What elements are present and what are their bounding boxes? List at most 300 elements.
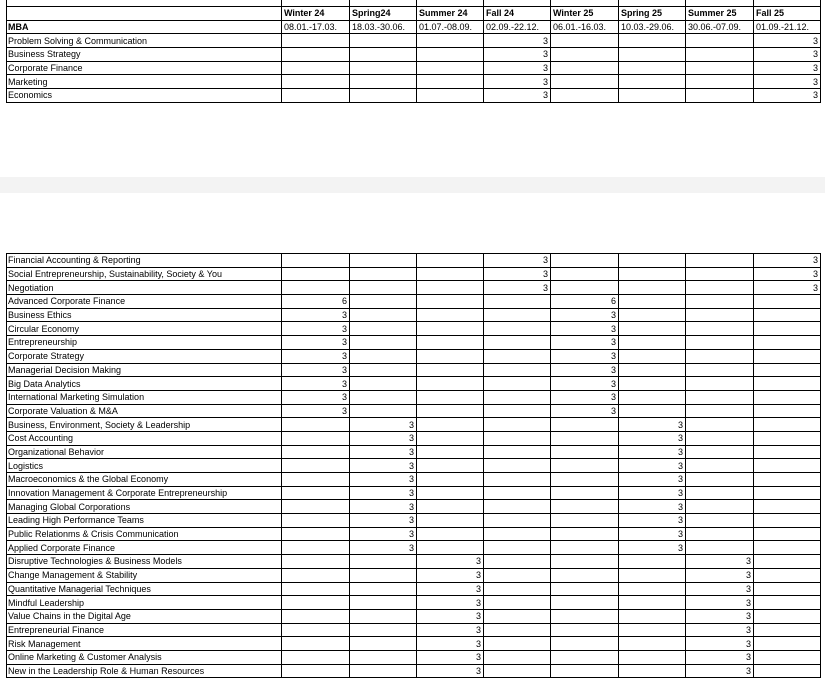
credit-cell bbox=[282, 527, 350, 541]
credit-cell: 3 bbox=[619, 486, 686, 500]
credit-cell bbox=[282, 623, 350, 637]
credit-cell bbox=[754, 486, 821, 500]
credit-cell bbox=[686, 34, 754, 48]
credit-cell bbox=[282, 34, 350, 48]
credit-cell: 3 bbox=[417, 623, 484, 637]
course-name: Social Entrepreneurship, Sustainability, Society & You bbox=[7, 267, 282, 281]
term-name: Fall 24 bbox=[484, 7, 551, 21]
credit-cell bbox=[350, 34, 417, 48]
credit-cell bbox=[350, 377, 417, 391]
credit-cell bbox=[619, 568, 686, 582]
credit-cell bbox=[754, 582, 821, 596]
credit-cell bbox=[619, 75, 686, 89]
credit-cell bbox=[754, 514, 821, 528]
course-name: Organizational Behavior bbox=[7, 445, 282, 459]
credit-cell bbox=[686, 514, 754, 528]
credit-cell: 3 bbox=[754, 89, 821, 103]
credit-cell bbox=[551, 555, 619, 569]
credit-cell bbox=[686, 308, 754, 322]
credit-cell bbox=[417, 541, 484, 555]
credit-cell bbox=[551, 34, 619, 48]
credit-cell: 3 bbox=[350, 445, 417, 459]
term-name: Spring 25 bbox=[619, 7, 686, 21]
credit-cell bbox=[282, 637, 350, 651]
credit-cell: 3 bbox=[754, 254, 821, 268]
credit-cell bbox=[484, 555, 551, 569]
table-row bbox=[7, 582, 821, 596]
credit-cell bbox=[282, 281, 350, 295]
credit-cell bbox=[551, 89, 619, 103]
credit-cell bbox=[484, 664, 551, 678]
credit-cell: 3 bbox=[350, 541, 417, 555]
credit-cell bbox=[417, 48, 484, 62]
credit-cell bbox=[350, 555, 417, 569]
credit-cell bbox=[282, 48, 350, 62]
credit-cell bbox=[484, 623, 551, 637]
table-row bbox=[7, 555, 821, 569]
credit-cell: 3 bbox=[686, 637, 754, 651]
credit-cell: 3 bbox=[484, 34, 551, 48]
credit-cell bbox=[282, 555, 350, 569]
credit-cell: 3 bbox=[417, 555, 484, 569]
term-name: Winter 25 bbox=[551, 7, 619, 21]
term-dates: 30.06.-07.09. bbox=[686, 20, 754, 34]
credit-cell bbox=[754, 555, 821, 569]
credit-cell bbox=[484, 459, 551, 473]
credit-cell bbox=[686, 377, 754, 391]
table-row bbox=[7, 89, 821, 103]
credit-cell bbox=[350, 267, 417, 281]
credit-cell bbox=[282, 254, 350, 268]
credit-cell bbox=[686, 322, 754, 336]
credit-cell bbox=[484, 336, 551, 350]
credit-cell bbox=[551, 473, 619, 487]
credit-cell bbox=[619, 322, 686, 336]
credit-cell: 3 bbox=[484, 48, 551, 62]
credit-cell bbox=[754, 390, 821, 404]
credit-cell bbox=[350, 568, 417, 582]
table-row bbox=[7, 596, 821, 610]
credit-cell bbox=[686, 459, 754, 473]
credit-cell bbox=[619, 267, 686, 281]
credit-cell bbox=[754, 418, 821, 432]
term-name: Summer 25 bbox=[686, 7, 754, 21]
credit-cell bbox=[484, 445, 551, 459]
credit-cell bbox=[282, 75, 350, 89]
table-row bbox=[7, 377, 821, 391]
credit-cell bbox=[417, 349, 484, 363]
credit-cell bbox=[619, 61, 686, 75]
credit-cell bbox=[619, 377, 686, 391]
course-name: Negotiation bbox=[7, 281, 282, 295]
credit-cell bbox=[754, 527, 821, 541]
credit-cell bbox=[619, 34, 686, 48]
credit-cell bbox=[417, 486, 484, 500]
credit-cell bbox=[282, 459, 350, 473]
table-row bbox=[7, 568, 821, 582]
credit-cell: 3 bbox=[484, 281, 551, 295]
table-row bbox=[7, 404, 821, 418]
credit-cell: 3 bbox=[754, 34, 821, 48]
term-name: Winter 24 bbox=[282, 7, 350, 21]
credit-cell: 3 bbox=[686, 555, 754, 569]
credit-cell bbox=[282, 418, 350, 432]
credit-cell: 3 bbox=[417, 596, 484, 610]
credit-cell bbox=[551, 500, 619, 514]
credit-cell bbox=[350, 650, 417, 664]
credit-cell bbox=[686, 486, 754, 500]
credit-cell bbox=[686, 527, 754, 541]
credit-cell bbox=[417, 61, 484, 75]
credit-cell bbox=[686, 390, 754, 404]
credit-cell bbox=[551, 609, 619, 623]
course-name: Advanced Corporate Finance bbox=[7, 295, 282, 309]
credit-cell bbox=[282, 596, 350, 610]
credit-cell bbox=[282, 431, 350, 445]
credit-cell bbox=[417, 459, 484, 473]
course-name: Corporate Strategy bbox=[7, 349, 282, 363]
table-row bbox=[7, 623, 821, 637]
table-row bbox=[7, 445, 821, 459]
credit-cell bbox=[686, 89, 754, 103]
credit-cell bbox=[551, 61, 619, 75]
credit-cell bbox=[551, 650, 619, 664]
credit-cell: 3 bbox=[350, 431, 417, 445]
credit-cell bbox=[417, 254, 484, 268]
credit-cell: 3 bbox=[484, 254, 551, 268]
term-dates: 01.07.-08.09. bbox=[417, 20, 484, 34]
credit-cell bbox=[484, 514, 551, 528]
course-name: Disruptive Technologies & Business Models bbox=[7, 555, 282, 569]
credit-cell bbox=[484, 500, 551, 514]
table-row bbox=[7, 254, 821, 268]
credit-cell bbox=[350, 281, 417, 295]
mba-schedule-top-table bbox=[6, 0, 821, 103]
course-name: Macroeconomics & the Global Economy bbox=[7, 473, 282, 487]
credit-cell bbox=[551, 254, 619, 268]
section-divider-band bbox=[0, 177, 825, 193]
credit-cell bbox=[484, 541, 551, 555]
credit-cell bbox=[619, 363, 686, 377]
credit-cell bbox=[417, 336, 484, 350]
credit-cell bbox=[417, 390, 484, 404]
credit-cell bbox=[619, 89, 686, 103]
credit-cell: 3 bbox=[282, 349, 350, 363]
credit-cell bbox=[350, 390, 417, 404]
credit-cell: 3 bbox=[754, 61, 821, 75]
credit-cell bbox=[417, 418, 484, 432]
credit-cell: 3 bbox=[551, 322, 619, 336]
term-dates: 08.01.-17.03. bbox=[282, 20, 350, 34]
credit-cell bbox=[551, 664, 619, 678]
credit-cell bbox=[754, 445, 821, 459]
table-row bbox=[7, 349, 821, 363]
credit-cell bbox=[686, 336, 754, 350]
credit-cell bbox=[417, 431, 484, 445]
credit-cell bbox=[686, 363, 754, 377]
credit-cell bbox=[282, 473, 350, 487]
table-row bbox=[7, 34, 821, 48]
credit-cell: 3 bbox=[686, 609, 754, 623]
credit-cell: 3 bbox=[619, 418, 686, 432]
table-row bbox=[7, 390, 821, 404]
credit-cell bbox=[551, 527, 619, 541]
table-row bbox=[7, 664, 821, 678]
credit-cell: 3 bbox=[686, 568, 754, 582]
credit-cell bbox=[551, 541, 619, 555]
credit-cell bbox=[417, 89, 484, 103]
credit-cell bbox=[417, 404, 484, 418]
credit-cell: 3 bbox=[417, 664, 484, 678]
course-name: Marketing bbox=[7, 75, 282, 89]
credit-cell bbox=[417, 363, 484, 377]
credit-cell bbox=[282, 89, 350, 103]
course-name: Economics bbox=[7, 89, 282, 103]
credit-cell: 3 bbox=[282, 336, 350, 350]
credit-cell: 3 bbox=[551, 363, 619, 377]
credit-cell bbox=[686, 349, 754, 363]
credit-cell bbox=[754, 322, 821, 336]
credit-cell bbox=[417, 281, 484, 295]
credit-cell bbox=[551, 486, 619, 500]
credit-cell bbox=[282, 664, 350, 678]
credit-cell bbox=[754, 295, 821, 309]
credit-cell bbox=[686, 75, 754, 89]
table-row bbox=[7, 75, 821, 89]
credit-cell: 3 bbox=[551, 336, 619, 350]
credit-cell: 3 bbox=[686, 596, 754, 610]
credit-cell bbox=[282, 514, 350, 528]
credit-cell: 3 bbox=[686, 623, 754, 637]
credit-cell bbox=[350, 404, 417, 418]
table-row bbox=[7, 267, 821, 281]
corner-cell bbox=[7, 7, 282, 21]
credit-cell bbox=[417, 500, 484, 514]
credit-cell bbox=[551, 75, 619, 89]
credit-cell bbox=[754, 623, 821, 637]
credit-cell bbox=[754, 637, 821, 651]
term-dates-row bbox=[7, 20, 821, 34]
credit-cell bbox=[619, 404, 686, 418]
course-name: Mindful Leadership bbox=[7, 596, 282, 610]
credit-cell bbox=[754, 377, 821, 391]
credit-cell bbox=[754, 568, 821, 582]
credit-cell bbox=[282, 568, 350, 582]
table-row bbox=[7, 363, 821, 377]
mba-schedule-bottom-table bbox=[6, 253, 821, 678]
credit-cell bbox=[754, 349, 821, 363]
credit-cell bbox=[619, 390, 686, 404]
credit-cell bbox=[417, 267, 484, 281]
table-row bbox=[7, 473, 821, 487]
credit-cell bbox=[686, 445, 754, 459]
credit-cell bbox=[754, 336, 821, 350]
credit-cell bbox=[484, 431, 551, 445]
credit-cell: 3 bbox=[619, 500, 686, 514]
credit-cell: 3 bbox=[282, 322, 350, 336]
credit-cell: 3 bbox=[350, 473, 417, 487]
credit-cell bbox=[350, 295, 417, 309]
credit-cell bbox=[350, 61, 417, 75]
credit-cell: 3 bbox=[350, 459, 417, 473]
credit-cell bbox=[417, 308, 484, 322]
credit-cell: 3 bbox=[350, 418, 417, 432]
table-row bbox=[7, 541, 821, 555]
credit-cell bbox=[686, 418, 754, 432]
credit-cell bbox=[484, 349, 551, 363]
credit-cell: 3 bbox=[484, 75, 551, 89]
credit-cell bbox=[754, 363, 821, 377]
credit-cell bbox=[484, 527, 551, 541]
table-row bbox=[7, 514, 821, 528]
credit-cell: 3 bbox=[619, 541, 686, 555]
course-name: Circular Economy bbox=[7, 322, 282, 336]
credit-cell: 3 bbox=[282, 363, 350, 377]
course-name: Big Data Analytics bbox=[7, 377, 282, 391]
credit-cell bbox=[417, 295, 484, 309]
credit-cell bbox=[484, 322, 551, 336]
course-name: Applied Corporate Finance bbox=[7, 541, 282, 555]
credit-cell bbox=[350, 623, 417, 637]
credit-cell: 3 bbox=[350, 527, 417, 541]
table-row bbox=[7, 295, 821, 309]
credit-cell bbox=[551, 459, 619, 473]
term-dates: 18.03.-30.06. bbox=[350, 20, 417, 34]
credit-cell bbox=[619, 349, 686, 363]
credit-cell bbox=[686, 404, 754, 418]
credit-cell bbox=[350, 308, 417, 322]
credit-cell bbox=[282, 267, 350, 281]
credit-cell bbox=[350, 363, 417, 377]
table-row bbox=[7, 281, 821, 295]
credit-cell bbox=[619, 281, 686, 295]
course-name: New in the Leadership Role & Human Resources bbox=[7, 664, 282, 678]
credit-cell: 3 bbox=[619, 514, 686, 528]
table-row bbox=[7, 418, 821, 432]
credit-cell: 3 bbox=[551, 377, 619, 391]
credit-cell bbox=[484, 637, 551, 651]
credit-cell: 3 bbox=[619, 459, 686, 473]
credit-cell bbox=[417, 514, 484, 528]
credit-cell bbox=[754, 473, 821, 487]
table-row bbox=[7, 431, 821, 445]
table-row bbox=[7, 322, 821, 336]
course-name: Risk Management bbox=[7, 637, 282, 651]
credit-cell bbox=[619, 308, 686, 322]
course-name: Entrepreneurial Finance bbox=[7, 623, 282, 637]
credit-cell bbox=[484, 418, 551, 432]
table-row bbox=[7, 61, 821, 75]
course-name: Managing Global Corporations bbox=[7, 500, 282, 514]
term-name: Fall 25 bbox=[754, 7, 821, 21]
credit-cell bbox=[282, 445, 350, 459]
term-dates: 10.03.-29.06. bbox=[619, 20, 686, 34]
credit-cell bbox=[282, 486, 350, 500]
credit-cell bbox=[350, 336, 417, 350]
credit-cell bbox=[417, 34, 484, 48]
credit-cell: 3 bbox=[754, 281, 821, 295]
credit-cell bbox=[754, 609, 821, 623]
table-row bbox=[7, 500, 821, 514]
credit-cell bbox=[484, 609, 551, 623]
credit-cell bbox=[686, 254, 754, 268]
credit-cell: 3 bbox=[619, 473, 686, 487]
credit-cell bbox=[282, 650, 350, 664]
credit-cell bbox=[484, 308, 551, 322]
credit-cell bbox=[484, 404, 551, 418]
credit-cell bbox=[754, 404, 821, 418]
credit-cell bbox=[619, 609, 686, 623]
credit-cell: 3 bbox=[686, 582, 754, 596]
credit-cell bbox=[619, 555, 686, 569]
table-row bbox=[7, 308, 821, 322]
credit-cell: 3 bbox=[282, 404, 350, 418]
credit-cell bbox=[484, 363, 551, 377]
credit-cell bbox=[350, 637, 417, 651]
credit-cell bbox=[417, 445, 484, 459]
term-name: Summer 24 bbox=[417, 7, 484, 21]
credit-cell bbox=[754, 541, 821, 555]
credit-cell bbox=[686, 61, 754, 75]
credit-cell bbox=[619, 596, 686, 610]
course-name: Quantitative Managerial Techniques bbox=[7, 582, 282, 596]
credit-cell bbox=[619, 637, 686, 651]
credit-cell bbox=[282, 500, 350, 514]
credit-cell: 3 bbox=[619, 445, 686, 459]
credit-cell bbox=[417, 527, 484, 541]
credit-cell bbox=[754, 664, 821, 678]
credit-cell bbox=[282, 61, 350, 75]
credit-cell bbox=[551, 281, 619, 295]
credit-cell: 3 bbox=[551, 308, 619, 322]
credit-cell bbox=[282, 609, 350, 623]
table-row bbox=[7, 650, 821, 664]
credit-cell: 3 bbox=[417, 650, 484, 664]
credit-cell bbox=[754, 650, 821, 664]
credit-cell bbox=[551, 48, 619, 62]
credit-cell: 3 bbox=[754, 48, 821, 62]
course-name: Corporate Valuation & M&A bbox=[7, 404, 282, 418]
credit-cell bbox=[754, 431, 821, 445]
credit-cell bbox=[484, 582, 551, 596]
table-row bbox=[7, 486, 821, 500]
term-name-row bbox=[7, 7, 821, 21]
credit-cell bbox=[551, 267, 619, 281]
course-name: Change Management & Stability bbox=[7, 568, 282, 582]
credit-cell bbox=[686, 267, 754, 281]
credit-cell: 3 bbox=[484, 267, 551, 281]
credit-cell bbox=[551, 445, 619, 459]
credit-cell: 3 bbox=[551, 404, 619, 418]
program-label: MBA bbox=[7, 20, 282, 34]
credit-cell: 3 bbox=[754, 267, 821, 281]
credit-cell bbox=[350, 89, 417, 103]
course-name: Innovation Management & Corporate Entrepreneurship bbox=[7, 486, 282, 500]
credit-cell bbox=[417, 75, 484, 89]
credit-cell bbox=[484, 486, 551, 500]
credit-cell: 3 bbox=[282, 308, 350, 322]
credit-cell bbox=[619, 623, 686, 637]
course-name: International Marketing Simulation bbox=[7, 390, 282, 404]
course-name: Business Ethics bbox=[7, 308, 282, 322]
credit-cell: 3 bbox=[551, 349, 619, 363]
credit-cell bbox=[686, 281, 754, 295]
term-name: Spring24 bbox=[350, 7, 417, 21]
credit-cell: 3 bbox=[350, 486, 417, 500]
credit-cell bbox=[350, 582, 417, 596]
course-name: Leading High Performance Teams bbox=[7, 514, 282, 528]
credit-cell bbox=[350, 349, 417, 363]
